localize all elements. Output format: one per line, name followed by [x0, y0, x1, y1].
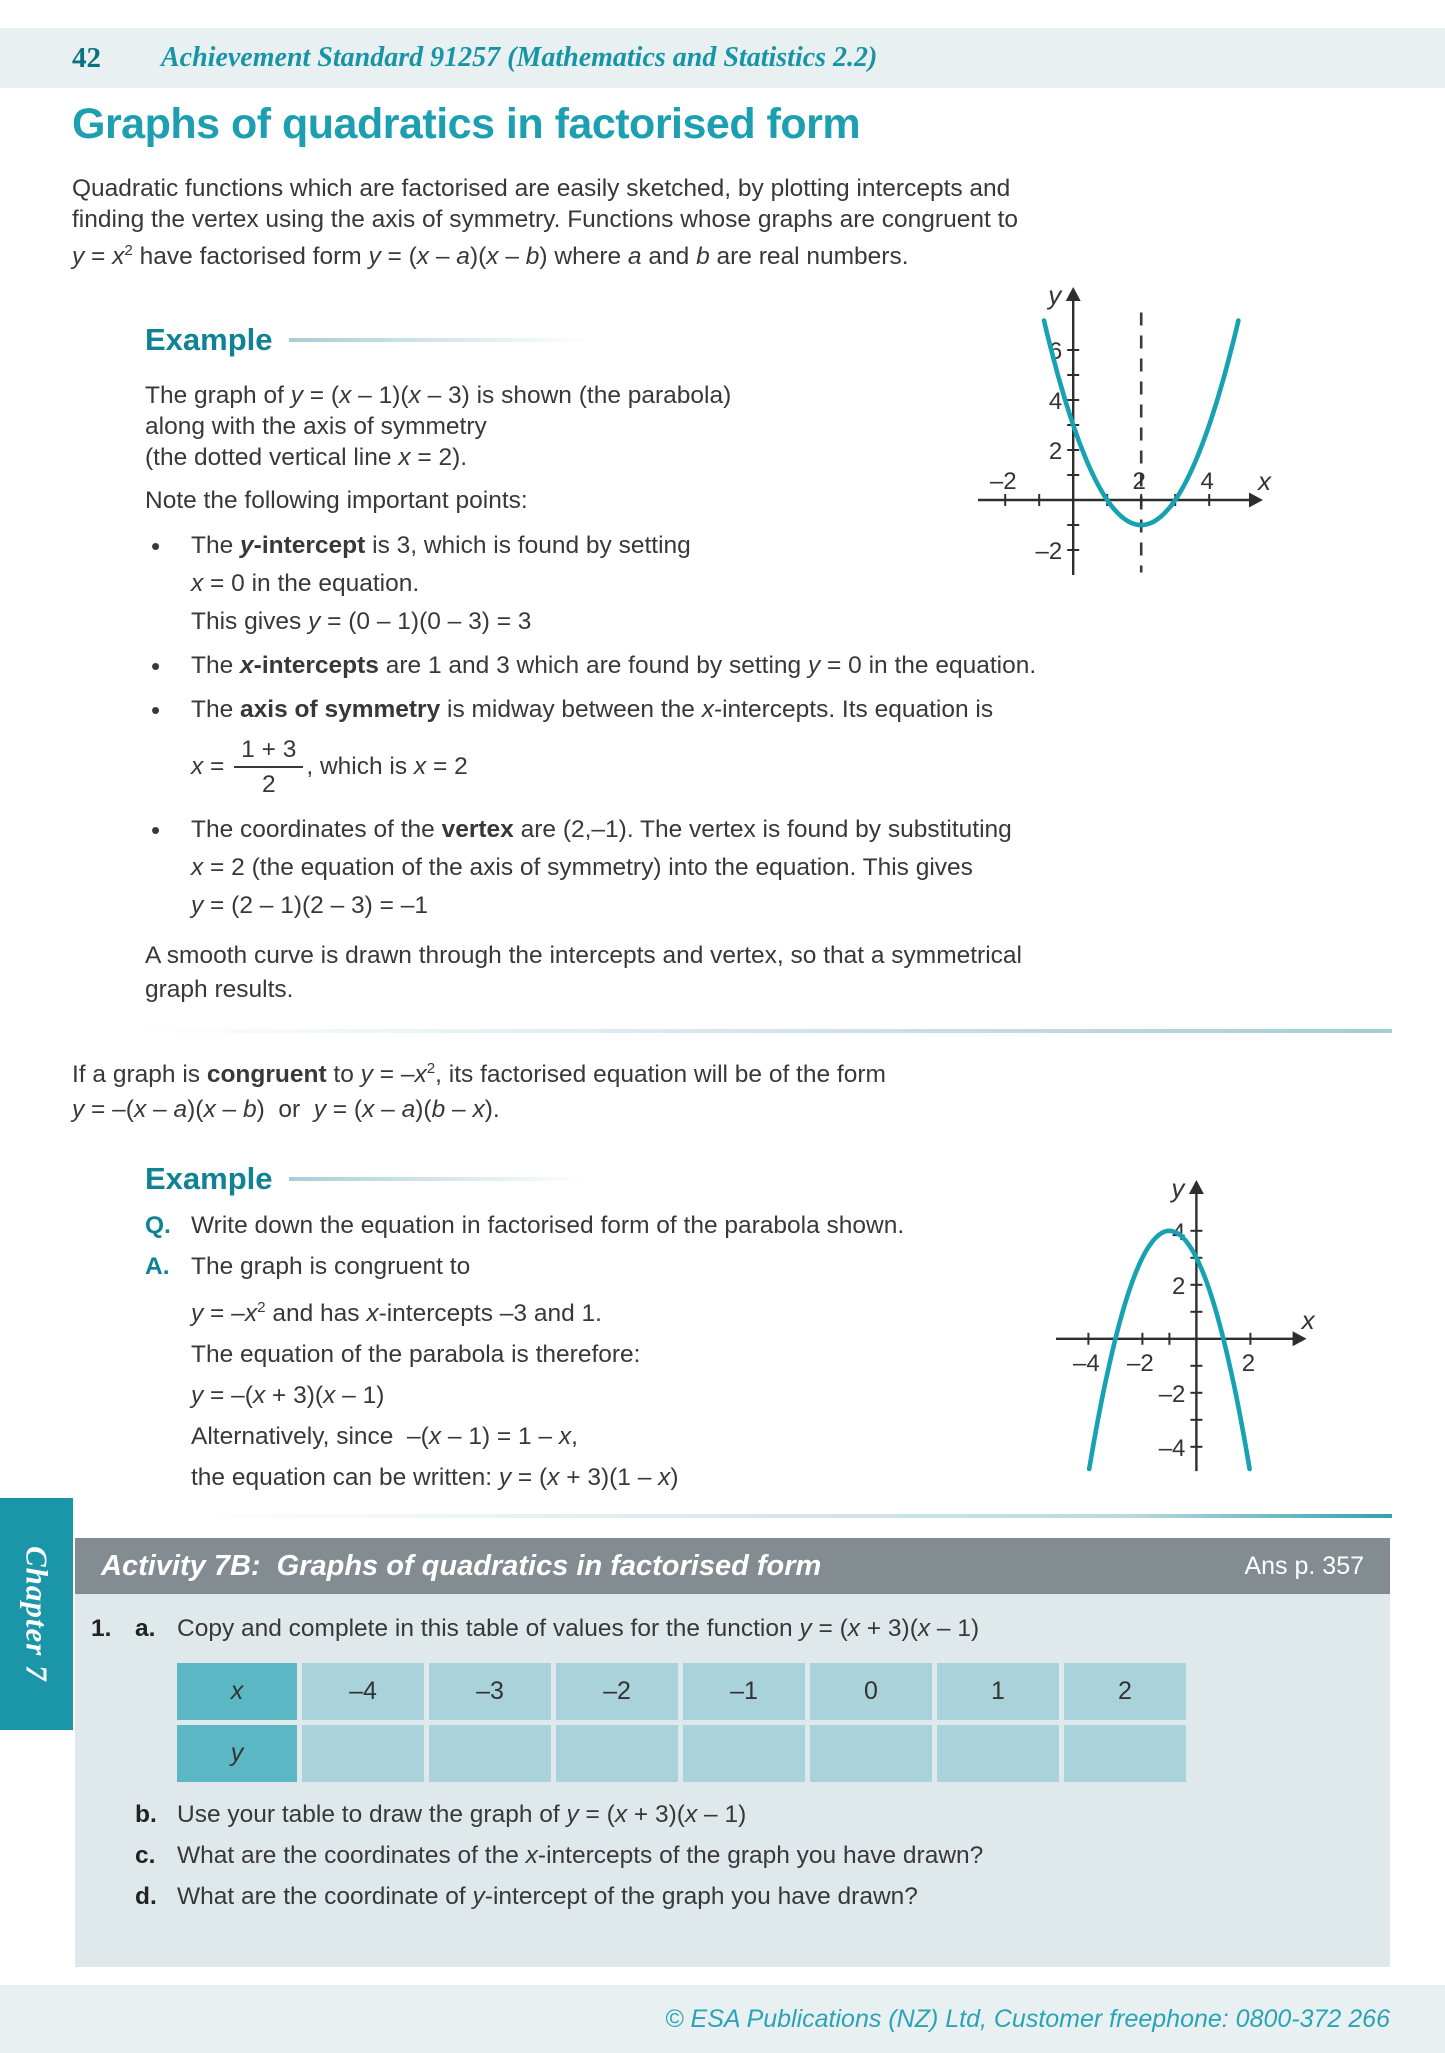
chapter-tab-label: Chapter 7 — [19, 1546, 55, 1682]
activity-title: Activity 7B: Graphs of quadratics in factorised form — [101, 1549, 822, 1582]
question-1c — [91, 1835, 1366, 1876]
example-2 — [145, 1161, 1392, 1498]
answer-label: A. — [145, 1253, 170, 1281]
intro-paragraph: Quadratic functions which are factorised are easily sketched, by plotting intercepts and finding the vertex using the axis of symmetry. Functions whose graphs are congruent to $y = x^2$ have factorised form y = (x – a)(x – b) where a and b are real numbers. — [72, 175, 1019, 271]
svg-text:–4: –4 — [1073, 1350, 1100, 1378]
example-1-note: Note the following important points: — [145, 487, 528, 515]
page-title: Graphs of quadratics in factorised form — [72, 100, 861, 148]
example-2-graph — [1016, 1169, 1332, 1490]
table-cell: –1 — [683, 1663, 805, 1720]
svg-text:–4: –4 — [1158, 1435, 1186, 1463]
bullet-vertex: • The coordinates of the vertex are (2,–1). The vertex is found by substituting x = 2 (the equation of the axis of symmetry) into the equation. This gives y = (2 – 1)(2 – 3) = –1 — [145, 811, 1392, 925]
table-header-cell: x — [177, 1663, 297, 1720]
question-1a-text: Copy and complete in this table of values for the function y = (x + 3)(x – 1) — [177, 1615, 980, 1643]
page-content — [72, 100, 1392, 1967]
question-text: Write down the equation in factorised form of the parabola shown. — [191, 1212, 905, 1240]
table-cell — [937, 1725, 1059, 1782]
example2-parabola-svg — [1016, 1169, 1332, 1485]
svg-text:2: 2 — [1241, 1350, 1256, 1378]
svg-text:–2: –2 — [1158, 1381, 1186, 1409]
example-1-paragraph: The graph of y = (x – 1)(x – 3) is shown (the parabola) along with the axis of symmetry (the dotted vertical line x = 2). — [145, 382, 732, 472]
question-1d — [91, 1876, 1366, 1917]
table-cell — [810, 1725, 932, 1782]
question-1d-label: d. — [135, 1883, 157, 1911]
svg-text:4: 4 — [1200, 468, 1214, 496]
fraction — [234, 735, 303, 799]
table-cell: 0 — [810, 1663, 932, 1720]
axis-of-symmetry-equation — [191, 729, 1392, 805]
section-divider — [138, 1029, 1392, 1033]
question-1-number: 1. — [91, 1615, 112, 1643]
question-1b-label: b. — [135, 1801, 157, 1829]
svg-text:–2: –2 — [1035, 538, 1063, 566]
table-cell: 1 — [937, 1663, 1059, 1720]
svg-text:x: x — [1301, 1305, 1315, 1336]
table-header-cell: y — [177, 1725, 297, 1782]
table-cell — [683, 1725, 805, 1782]
bullet-axis-of-symmetry — [145, 691, 1392, 805]
svg-text:y: y — [1171, 1173, 1185, 1204]
activity-body — [75, 1594, 1390, 1967]
bullet-y-intercept: • The y-intercept is 3, which is found by setting x = 0 in the equation. This gives y = (0 – 1)(0 – 3) = 3 — [145, 527, 1392, 641]
table-cell: –2 — [556, 1663, 678, 1720]
bullet-x-intercepts: • The x-intercepts are 1 and 3 which are found by setting y = 0 in the equation. — [145, 647, 1392, 685]
svg-text:–2: –2 — [989, 468, 1017, 496]
activity-header — [75, 1538, 1390, 1594]
question-1d-text: What are the coordinate of y-intercept of the graph you have drawn? — [177, 1883, 918, 1911]
table-cell: –4 — [302, 1663, 424, 1720]
question-label: Q. — [145, 1212, 171, 1240]
table-cell — [556, 1725, 678, 1782]
example-2-heading: Example — [145, 1161, 273, 1197]
fraction-suffix: , which is x = 2 — [306, 753, 468, 781]
svg-text:y: y — [1048, 280, 1062, 311]
fraction-numerator: 1 + 3 — [234, 735, 303, 768]
fraction-prefix: x = — [191, 753, 232, 781]
footer-band — [0, 1985, 1445, 2053]
svg-text:2: 2 — [1132, 468, 1146, 496]
activity-panel — [75, 1538, 1390, 1967]
answer-text: The graph is congruent to $y = -x^2$ and has x-intercepts –3 and 1. The equation of the parabola is therefore: y = –(x + 3)(x – 1) Alternatively, since –(x – 1) = 1 – x, the equation can be written: y = (x + 3)(1 – x) — [191, 1253, 679, 1492]
question-1a-label: a. — [135, 1615, 156, 1643]
svg-text:4: 4 — [1048, 388, 1063, 416]
example-1-rule — [289, 338, 589, 342]
chapter-tab — [0, 1498, 73, 1730]
svg-text:–2: –2 — [1127, 1350, 1154, 1378]
table-cell: –3 — [429, 1663, 551, 1720]
example-1 — [145, 280, 1392, 1007]
table-cell — [429, 1725, 551, 1782]
congruent-paragraph: If a graph is congruent to $y = -x^2$, its factorised equation will be of the form y = –(x – a)(x – b) or y = (x – a)(b – x). — [72, 1060, 886, 1124]
svg-text:4: 4 — [1172, 1219, 1186, 1247]
footer-text: © ESA Publications (NZ) Ltd, Customer freephone: 0800-372 266 — [665, 2004, 1390, 2033]
example-1-bullet-list — [145, 527, 1392, 925]
example-2-rule — [289, 1177, 589, 1181]
table-row-y — [177, 1725, 1366, 1782]
example-1-heading: Example — [145, 322, 273, 358]
svg-text:2: 2 — [1172, 1273, 1186, 1301]
question-1b-text: Use your table to draw the graph of y = (x + 3)(x – 1) — [177, 1801, 747, 1829]
activity-divider — [202, 1514, 1392, 1518]
table-cell — [302, 1725, 424, 1782]
header-band — [0, 28, 1445, 88]
example-1-closing: A smooth curve is drawn through the intercepts and vertex, so that a symmetrical graph results. — [145, 942, 1022, 1004]
svg-text:6: 6 — [1048, 338, 1063, 366]
table-cell — [1064, 1725, 1186, 1782]
svg-text:2: 2 — [1048, 438, 1063, 466]
question-1c-text: What are the coordinates of the x-intercepts of the graph you have drawn? — [177, 1842, 984, 1870]
table-row-x — [177, 1663, 1366, 1720]
table-cell: 2 — [1064, 1663, 1186, 1720]
svg-text:x: x — [1258, 466, 1271, 497]
fraction-denominator: 2 — [261, 771, 276, 799]
page-number: 42 — [72, 41, 101, 74]
values-table — [177, 1663, 1366, 1782]
activity-answer-ref: Ans p. 357 — [1244, 1551, 1364, 1580]
header-title: Achievement Standard 91257 (Mathematics and Statistics 2.2) — [161, 42, 878, 73]
axis-of-symmetry-text: The axis of symmetry is midway between the x-intercepts. Its equation is — [191, 696, 994, 724]
question-1 — [91, 1608, 1366, 1649]
question-1b — [91, 1794, 1366, 1835]
question-1c-label: c. — [135, 1842, 156, 1870]
